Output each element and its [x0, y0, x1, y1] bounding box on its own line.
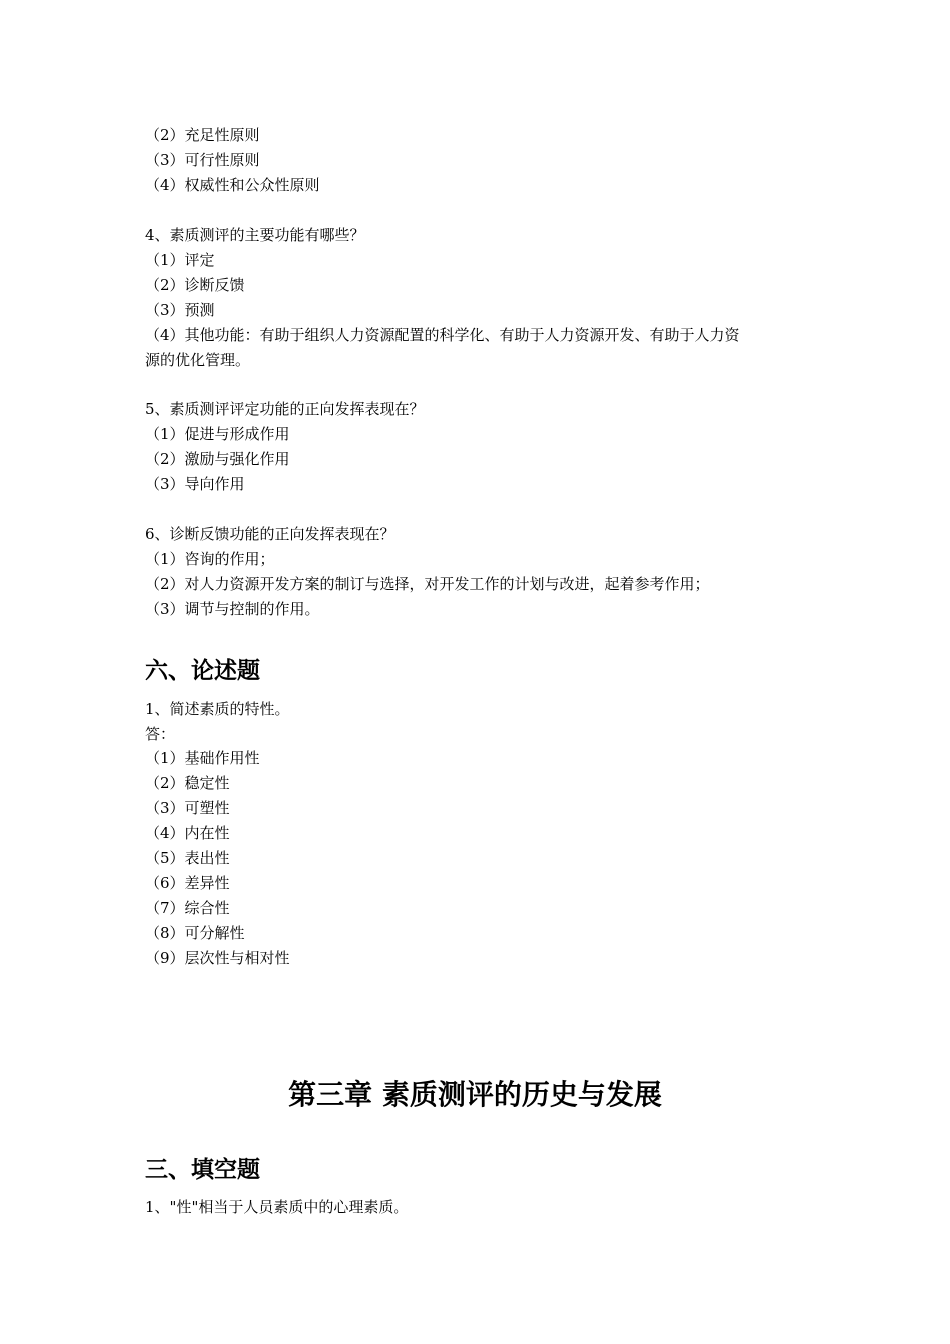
chapter-title: 第三章 素质测评的历史与发展 [288, 1078, 662, 1111]
list-item: （2）诊断反馈 [145, 276, 245, 294]
list-item: （1）促进与形成作用 [145, 425, 290, 443]
list-item: （9）层次性与相对性 [145, 949, 290, 967]
list-item: （1）评定 [145, 251, 215, 269]
list-item: （4）内在性 [145, 824, 230, 842]
list-item: （2）对人力资源开发方案的制订与选择，对开发工作的计划与改进，起着参考作用； [145, 575, 710, 593]
list-item: （3）预测 [145, 301, 215, 319]
section-heading: 六、论述题 [145, 658, 260, 684]
question-4: 4、素质测评的主要功能有哪些？ [145, 226, 365, 244]
list-item: （1）基础作用性 [145, 749, 260, 767]
list-item: （3）导向作用 [145, 475, 245, 493]
list-item: （6）差异性 [145, 874, 230, 892]
list-item: （3）可塑性 [145, 799, 230, 817]
list-item: （2）稳定性 [145, 774, 230, 792]
answer-label: 答： [145, 725, 176, 743]
list-item: （3）调节与控制的作用。 [145, 600, 320, 618]
list-item: （4）权威性和公众性原则 [145, 176, 320, 194]
list-item: （1）咨询的作用； [145, 550, 275, 568]
essay-question: 1、简述素质的特性。 [145, 700, 290, 718]
list-item: （7）综合性 [145, 899, 230, 917]
list-item: （3）可行性原则 [145, 151, 260, 169]
section-heading: 三、填空题 [145, 1157, 260, 1183]
fill-blank-item: 1、"性"相当于人员素质中的心理素质。 [145, 1198, 409, 1216]
question-6: 6、诊断反馈功能的正向发挥表现在？ [145, 525, 395, 543]
question-5: 5、素质测评评定功能的正向发挥表现在？ [145, 400, 425, 418]
list-item-continuation: 源的优化管理。 [145, 351, 251, 369]
list-item: （2）充足性原则 [145, 126, 260, 144]
list-item: （8）可分解性 [145, 924, 245, 942]
list-item: （2）激励与强化作用 [145, 450, 290, 468]
list-item: （5）表出性 [145, 849, 230, 867]
list-item: （4）其他功能：有助于组织人力资源配置的科学化、有助于人力资源开发、有助于人力资 [145, 326, 740, 344]
